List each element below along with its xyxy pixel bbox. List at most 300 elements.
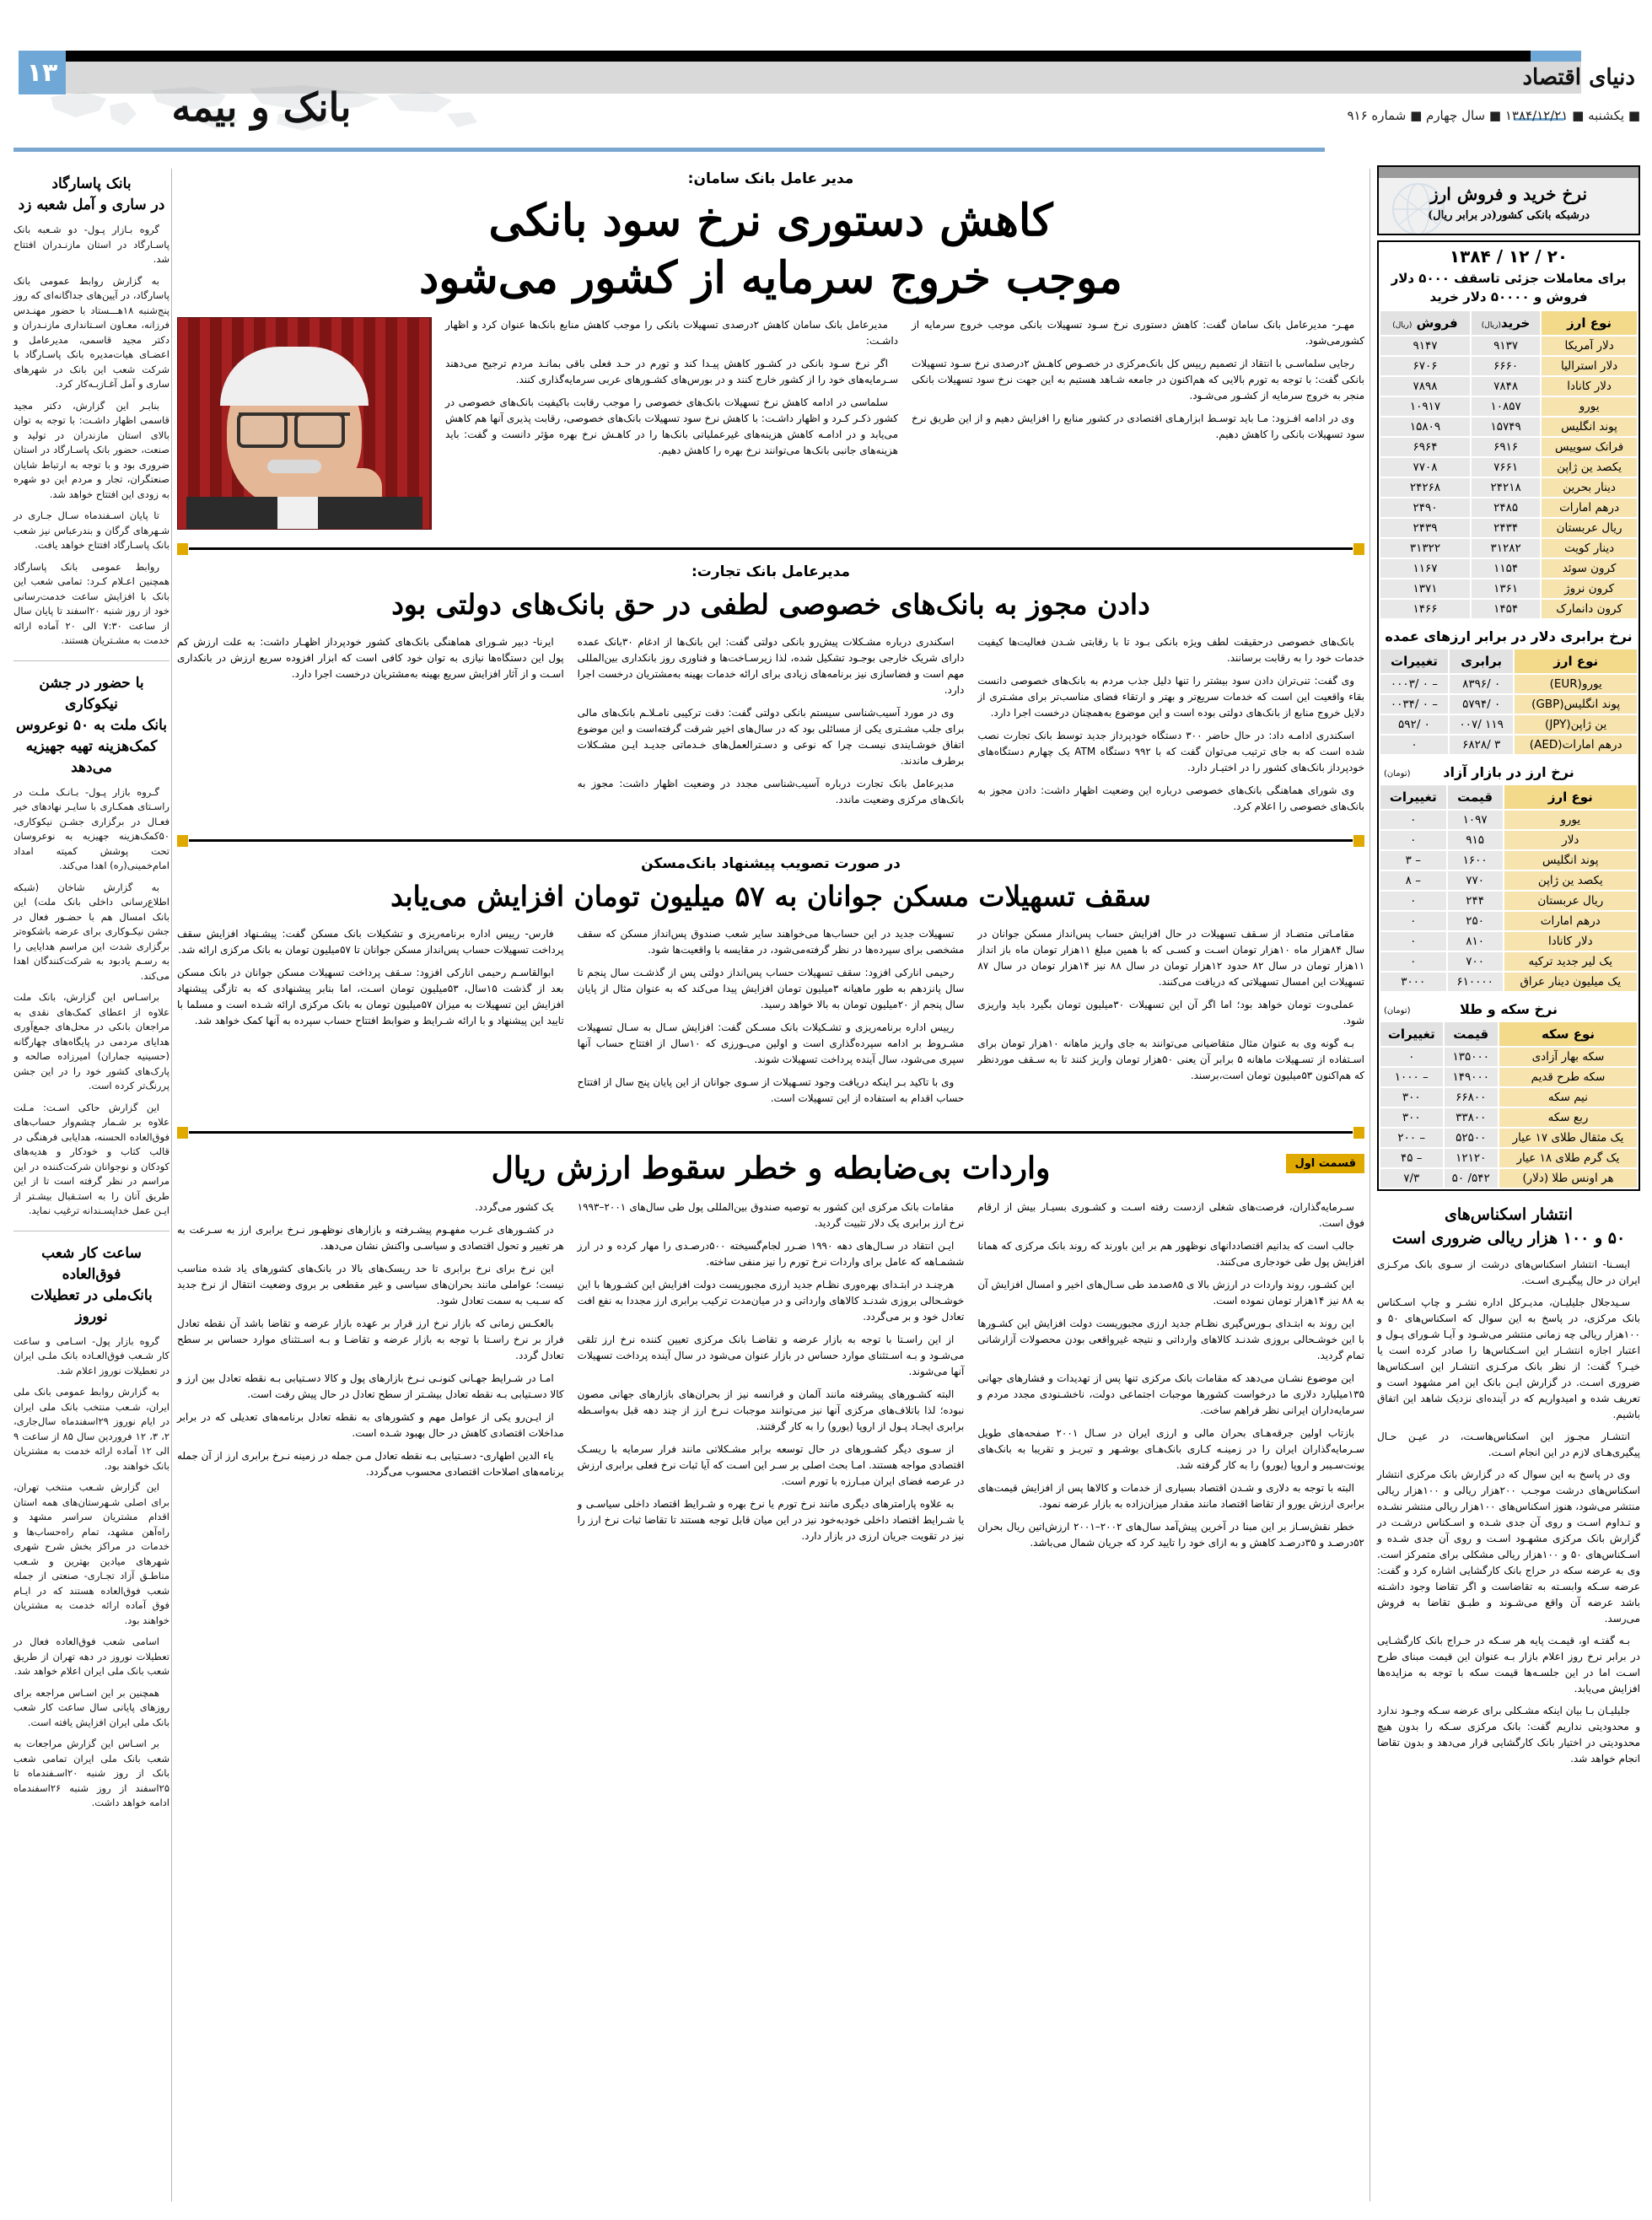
paragraph: ایرنا- دبیر شـورای هماهنگی بانک‌های کشور خودپرداز اظهـار داشت: به علت ارزش کم پول این دستگاه‌ها نیازی به توان خود کافی است که ابزار افزوده سریع ارزش در بانکداری اسـت و از آثار افزایش سریع بهینه به‌مشتریان درخست اجرا دارد. (176, 636, 564, 680)
table-row (1380, 458, 1637, 477)
row-value: – ۲۰۰ (1380, 1129, 1443, 1147)
article-photo-wrapper (177, 317, 432, 530)
row-value: ۷/۳ (1380, 1169, 1443, 1188)
row-value: ۱۱۹ /۰۰۷ (1450, 715, 1513, 734)
table-row (1380, 1149, 1637, 1167)
text-column (578, 1199, 965, 1558)
row-label: یک لیر جدید ترکیه (1504, 952, 1637, 971)
row-value: ۷۷۰ (1448, 871, 1503, 890)
paragraph: اسکندری درباره مشـکلات پیش‌رو بانکی دولتی گفت: این بانک‌ها از ادغام ۳۰بانک عمده دارای شریک خارجی بوجـود تشکیل شده، لذا زیرسـاخت‌ها و فناوری روز بانکداری بین‌المللی مهم است و فضاسازی نیز برنامه‌های زیادی برای ارائه خدمات بهینه به‌مشتریان درخست اجرا دارد. (577, 636, 965, 696)
table-row (1380, 357, 1637, 375)
table-row (1380, 715, 1637, 734)
row-value: ۱۳۵۰۰۰ (1445, 1048, 1498, 1066)
coin-gold-table (1379, 1021, 1639, 1189)
rule-line (189, 547, 1353, 550)
row-value: ۱۱۵۴ (1472, 559, 1540, 578)
row-value: ۱۴۹۰۰۰ (1445, 1068, 1498, 1086)
table-row (1380, 811, 1637, 829)
rule-line (189, 1131, 1353, 1134)
paragraph: در کشـورهای غـرب مفهـوم پیشـرفته و بازارهای نوظهـور نـرخ برابری ارز به سـرعت به هر تغییر و تحول اقتصادی و سیاسـی واکنش نشان می‌دهد. (176, 1224, 564, 1252)
sidebar-article-headline: با حضور در جشن نیکوکاری بانک ملت به ۵۰ نوعروس کمک‌هزینه تهیه جهیزیه می‌دهد (15, 674, 168, 776)
paragraph: هرچنـد در ابتـدای بهره‌وری نظـام جدید ارزی مجبوریست دولت افزایش این کشـورها با این خوشـحالی بروزی شدنـد کالاهای وارداتی و در میان‌مدت ترکیب برابری ارز مجددا به نفع افت تعادل خود و بر می‌گردد. (577, 1279, 965, 1323)
row-label: یکصد ین ژاپن (1504, 871, 1637, 890)
row-value: ۱۰۹۱۷ (1380, 397, 1470, 416)
row-label: دلار کانادا (1542, 377, 1637, 396)
sidebar-article (1377, 1203, 1640, 1767)
paragraph: بازتاب اولین جرقه‌هـای بحران مالی و ارزی ایران در سـال ۲۰۰۱ صفحه‌های طویل سـرمایه‌گذاران ایران را در زمینـه کـاری بانک‌هـای بوشـهر و تبریـز و تقریبا به بانک‌های یونت‌سـیبر و اروپا (یورو) را به کار گرفته شد. (977, 1427, 1364, 1471)
photo-glasses-right (294, 412, 345, 448)
row-label: دلار کانادا (1504, 932, 1637, 951)
row-value: ۲۴۲۶۸ (1380, 478, 1470, 497)
text-column (177, 926, 564, 1113)
row-value: ۳۰۰ (1380, 1088, 1443, 1107)
paragraph: مقامـاتی متضـاد از سـقف تسهیلات در حال افزایش حساب پس‌انداز مسکن جوانان در سال ۸۴هزار ماه ۱۰هزار تومان اسـت و کسـی که با همین مبلغ ۱۱هزار تومان ماه باز انداز ۱۱هزار تومان در سال ۸۲ حدود ۱۲هزار تومان در سال ۸۸ نیز ۱۴هزار تومان در سال ۸۷ تسهیلات این امسال تسهیلاتی که دریافت می‌کنند. (977, 928, 1365, 988)
row-label: کرون نروژ (1542, 579, 1637, 598)
table-row (1380, 736, 1637, 754)
rule-cap-left (177, 835, 188, 847)
row-value: ۶۹۶۴ (1380, 438, 1470, 456)
paragraph: مدیرعامل بانک سامان کاهش ۲درصدی تسهیلات بانکی را موجب کاهش منابع بانک‌ها عنوان کرد و اظهار داشـت: (445, 319, 898, 347)
row-value: ۵۲۵۰۰ (1445, 1129, 1498, 1147)
paragraph: وی با تاکید بـر اینکه دریافت وجود تسـهیلات از سـوی جوانان از این پایان پنج سال از افتتاح حساب اقدام به استفاده از این تسهیلات است. (577, 1076, 965, 1104)
table-header-cell: خرید(ریال) (1472, 311, 1540, 335)
fx-free-title: نرخ ارز در بازار آزاد (1443, 764, 1574, 780)
row-value: – ۰ /۰۰۰۳ (1380, 675, 1448, 693)
paragraph: بنابـر این گزارش، دکتر مجید قاسمی اظهار داشـت: با توجه به توان بالای استان مازندران در تولید و صنعت، حضور بانک پاسـارگاد در استان ضروری بود و با توجه به ارتباط شایان صنعتگران، تجار و مردم این دو شهره به زودی این افتتاح خواهد شد. (13, 399, 170, 500)
fx-free-unit: (تومان) (1384, 769, 1411, 779)
row-label: یک مثقال طلای ۱۷ عیار (1499, 1129, 1637, 1147)
right-sidebar (1377, 165, 1640, 1773)
article-columns (177, 926, 1364, 1113)
row-value: ۰ (1380, 952, 1446, 971)
row-label: یکصد ین ژاپن (1542, 458, 1637, 477)
paragraph: امـا در شـرایط جهـانی کنونـی نـرخ بازارهای پول و کالا دسـتیابی بـه نقطه تعادل بین ارز و کالا دسـتیابی بـه نقطه تعادل بیشـتر از سطح تعادل در حال پیش رفت است. (176, 1372, 564, 1400)
rule-cap-left (177, 543, 188, 555)
row-label: کرون دانمارک (1542, 600, 1637, 618)
paragraph: ایسـنا- انتشار اسکناس‌های درشت از سـوی بانک مرکـزی ایران در حال پیگیـری اسـت. (1377, 1258, 1640, 1286)
paragraph: البته کشـورهای پیشرفته مانند آلمان و فرانسه نیز از بحران‌های بازارهای جهانی مصون نبوده؛ لذا باتلاف‌های مرکزی آنها نیز می‌توانند موجبات نـرخ ارز از چند دهه قبل به‌واسـطه برابری ایجـاد پـول از اروپا (یورو) را به کار گرفتند. (577, 1388, 965, 1432)
fx-bank-subtitle: درشبکه بانکی کشور(در برابر ریال) (1428, 209, 1590, 222)
paragraph: اسکندری ادامـه داد: در حال حاضر ۳۰۰ دستگاه خودپرداز جدید توسط بانک تجارت نصب شده است که به جای ترتیب می‌توان گفت که با ۹۹۲ دستگاه ATM یک چهارم دستگاه‌های خودپرداز بانک‌های کشور را در اختیـار دارد. (977, 730, 1365, 773)
table-row (1380, 932, 1637, 951)
row-value: ۰ (1380, 932, 1446, 951)
fx-bank-table (1379, 310, 1639, 620)
row-value: ۶۶۸۰۰ (1445, 1088, 1498, 1107)
table-row (1380, 1108, 1637, 1127)
portrait-photo (177, 317, 432, 530)
row-value: ۰ (1380, 811, 1446, 829)
table-row (1380, 478, 1637, 497)
row-value: ۵۴۲/ ۵۰ (1445, 1169, 1498, 1188)
globe-icon (1386, 180, 1451, 234)
table-row (1380, 871, 1637, 890)
paragraph: خطر نقش‌سـاز بر این مبنا در آخرین پیش‌آمد سال‌های ۲۰۰۲–۲۰۰۱ ارزش‌اتین ریال بحران ۵۲درصـد و ۳۵درصـد کاهش و به ازای خود را تایید کرد که جریان شمال می‌باشد. (977, 1521, 1364, 1549)
paragraph: انتشـار مجـوز این اسکناس‌هاسـت، در عیـن حـال پیگیری‌هـای لازم در این انجام اسـت. (1377, 1431, 1640, 1458)
paragraph: این موضوع نشـان می‌دهد که مقامات بانک مرکزی تنها پس از تهدیدات و فشارهای جهانی ۱۳۵میلیارد دلاری ما درخواست کشورها موجبات اجتماعی دولت، ناخشـنودی مجدد مردم و سرمایه‌داران ایرانی نظر فراهم ساخت. (977, 1372, 1364, 1416)
row-label: فرانک سوییس (1542, 438, 1637, 456)
article-headline: واردات بی‌ضابطه و خطر سقوط ارزش ریال (491, 1150, 1051, 1186)
row-value: ۱۰۸۵۷ (1472, 397, 1540, 416)
paragraph: جلیلیـان بـا بیان اینکه مشـکلی برای عرضه سـکه وجـود ندارد و محدودیتی نداریم گفت: بانک مرکزی سـکه را بدون هیچ محدودیتی در اختیار بانک کارگشایی قرار می‌دهد و بدون تقاضا انجام خواهد شد. (1377, 1705, 1640, 1765)
row-value: ۱۲۱۲۰ (1445, 1149, 1498, 1167)
text-column (177, 1199, 564, 1558)
newspaper-logo: دنیای اقتصاد (1522, 65, 1635, 90)
table-row (1380, 1048, 1637, 1066)
row-value: ۷۸۹۸ (1380, 377, 1470, 396)
table-header-cell: تغییرات (1380, 649, 1448, 673)
sidebar-news-headline: انتشار اسکناس‌های ۵۰ و ۱۰۰ هزار ریالی ضروری است (1391, 1205, 1626, 1247)
row-value: ۰ (1380, 892, 1446, 910)
left-sidebar (13, 165, 170, 1818)
table-header-cell: فروش (ریال) (1380, 311, 1470, 335)
row-value: ۹۱۴۷ (1380, 337, 1470, 355)
article-columns (177, 317, 1364, 530)
photo-shirt (277, 497, 318, 530)
row-label: درهم امارات (1542, 498, 1637, 517)
table-row (1380, 559, 1637, 578)
paragraph: یاء الدین اطهاری- دسـتیابی بـه نقطه تعادل مـن جمله در زمینه نـرخ برابری ارز از آن جمله برنامه‌های اصلاحات اقتصادی محسوب می‌گردد. (176, 1450, 564, 1478)
row-value: ۳۰۰ (1380, 1108, 1443, 1127)
row-value: ۳۱۲۸۲ (1472, 539, 1540, 558)
row-value: ۷۷۰۸ (1380, 458, 1470, 477)
article (177, 563, 1364, 822)
paragraph: بالعکـس زمانی که بازار نرخ ارز قرار بر عهده بازار عرضه و تقاضا باشد آن نقطه تعادل فراز بر نرخ راسـتا با توجه به بازار عرضه و تقاضـا و بـه اسـتثنای موارد حساس بر سطح تعادل گردد. (176, 1317, 564, 1361)
paragraph: روابط عمومی بانک پاسارگاد همچنین اعـلام کـرد: تمامی شعب این بانک با افزایش ساعت خدمت‌رسانی خود از روز شنبه ۲۰اسفند تا پایان سال از ساعت ۷:۳۰ الی ۲۰ آماده ارائه خدمت به مشـتریان هستند. (13, 560, 170, 646)
text-column (177, 634, 564, 822)
paragraph: این کشـور، روند واردات در ارزش بالا ی ۸۵صدمد طی سـال‌های اخیر و امسال افزایش آن به ۸۸ نیز ۱۴هزار تومان نموده است. (977, 1279, 1364, 1307)
article-headline: کاهش دستوری نرخ سود بانکی موجب خروج سرمایه از کشور می‌شود (419, 195, 1122, 304)
table-row (1380, 831, 1637, 849)
paragraph: از سـوی دیگر کشـورهای در حال توسعه برابر مشـکلاتی مانند فرار سرمایه با ریسـک اقتصادی مواجه هستند. امـا بحث اصلی بر سـر این اسـت که آیا ثبات نرخ فعلی برابری ارزش در عرصه فضای ایران مبـارزه با تورم است. (577, 1443, 965, 1487)
article-kicker: مدیر عامل بانک سامان: (687, 170, 854, 187)
row-label: یورو (1504, 811, 1637, 829)
table-row (1380, 519, 1637, 537)
article (177, 855, 1364, 1113)
row-value: ۱۰۹۷ (1448, 811, 1503, 829)
table-header-cell: قیمت (1448, 785, 1503, 809)
row-value: ۲۴۲۱۸ (1472, 478, 1540, 497)
table-header-cell: قیمت (1445, 1022, 1498, 1046)
row-value: – ۸ (1380, 871, 1446, 890)
paragraph: بـه گونه وی به عنوان مثال متقاضیانی می‌توانند به جای واریز ماهانه ۱۰هزار تومان برای اسـتفاده از تسـهیلات ماهانه ۵ برابر آن یعنی ۵۰هزار تومان واریز کنند تا به سـقف موردنظر که هم‌اکنون ۵۳میلیون تومان است،برسند. (977, 1037, 1364, 1081)
sidebar-article-body (13, 223, 170, 649)
row-value: ۲۴۹۰ (1380, 498, 1470, 517)
row-value: ۱۵۸۰۹ (1380, 418, 1470, 436)
row-value: ۱۶۰۰ (1448, 851, 1503, 870)
row-value: ۰ (1380, 831, 1446, 849)
paragraph: گـروه بازار پـول- بـانـک ملـت در راسـتای همکـاری با سایـر نهادهای خیر فعـال در برگزاری جشـن نیکوکاری، ۵۰کمک‌هزینه جهیزیه به نوعروسان تحت پوشش کمیته امداد امام‌خمینی(ره) اهدا می‌کند. (13, 785, 170, 871)
table-header-cell: تغییرات (1380, 1022, 1443, 1046)
row-label: دلار استرالیا (1542, 357, 1637, 375)
sidebar-news-body (1377, 1257, 1640, 1767)
table-row (1380, 397, 1637, 416)
table-row (1380, 952, 1637, 971)
article-separator (13, 660, 170, 661)
paragraph: از این راسـتا با توجه به بازار عرضه و تقاضـا بانک مرکزی تعیین کننده نرخ ارز تلقی می‌شـود و بـه اسـتثنای موارد حساس در بازار عنوان می‌شود در سال آینده پرداخت تسهیلات آنها می‌شوند. (577, 1334, 965, 1377)
paragraph: فارس- رییس اداره برنامه‌ریزی و تشکیلات بانک مسکن گفت: پیشـنهاد افزایش سقف پرداخت تسهیلات حساب پس‌انداز مسکن جوانان تا ۵۷میلیون تومان به بانک مرکزی ارائه شد. (176, 928, 564, 956)
row-value: ۷۶۶۱ (1472, 458, 1540, 477)
fx-bank-box (1377, 165, 1640, 235)
paragraph: از ایـن‌رو یکی از عوامل مهم و کشورهای به نقطه تعادل برنامه‌های تعدیلی که در برابر مداخلات اقتصادی کاهش در حال بهبود شـده است. (176, 1411, 564, 1439)
column-divider-right (1369, 169, 1370, 2201)
row-label: ین ژاپن(JPY) (1515, 715, 1637, 734)
row-value: ۱۴۵۴ (1472, 600, 1540, 618)
paragraph: این گزارش شـعب منتخب تهران، برای اصلی شـهرستان‌های همه استان اقدام مشتریان سراسر مشهد و راه‌آهن مشهد، تمام راه‌حساب‌ها و خدمات در مراکز بخش شرح شهری شهرهای میادین بهترین و شـعب مناطـق آزاد تجـاری- صنعتی از جمله شعب فوق‌العاده هستند که در ایـام فوق آماده ارائه خدمت به مشتریان خواهند بود. (13, 1481, 170, 1626)
row-value: ۶۱۰۰۰۰ (1448, 973, 1503, 991)
article-rule (177, 543, 1364, 555)
fx-free-title-block (1379, 756, 1639, 784)
paragraph: سلماسی در ادامه کاهش نرخ تسهیلات بانک‌های خصوصی را موجب رقابت باکیفیت بانک‌های خصوصی در کشور ذکـر کـرد و اظهار داشـت: با کاهش نرخ سود تسهیلات بانک‌های خصوصی، رقابت پذیری آنها هم کاهش می‌یابد و در ادامـه کاهش هزینه‌های غیرعملیاتی بانک‌ها را در کاهـش نرخ بهره مؤثر دانست و گفت: باید هزینه‌های جانبی بانک‌ها می‌توانند نرخ بهره را کاهش دهیم. (445, 396, 898, 456)
row-label: درهم امارات (1504, 912, 1637, 930)
column-divider-left (171, 169, 172, 2201)
paragraph: بـه گفتـه او، قیمـت پایه هر سـکه در حـراج بانک کارگشـایی در برابر نرخ روز اعلام بازار بـه عنوان این قیمت مبنای طرح اسـت اما در این جلسـه‌ها قیمت سکه با توجه به مزایده‌ها افزایش می‌یابد. (1377, 1635, 1640, 1695)
article (177, 1147, 1364, 1558)
row-label: پوند انگلیس(GBP) (1515, 695, 1637, 714)
table-row (1380, 1068, 1637, 1086)
row-label: ربع سکه (1499, 1108, 1637, 1127)
paragraph: جالب است که بدانیم اقتصاددانهای نوظهور هم بر این باورند که روند بانک مرکزی که همانا افزایش پول طی خودجاری می‌کنند. (977, 1240, 1364, 1268)
table-row (1380, 539, 1637, 558)
paragraph: وی شورای هماهنگی بانک‌های خصوصی درباره این وضعیت اظهار داشت: دادن مجوز به بانک‌های خصوصی را اعلام کرد. (977, 784, 1364, 812)
table-header-cell: برابری (1450, 649, 1513, 673)
fx-bank-box-header-bar (1379, 167, 1639, 178)
row-value: ۲۴۸۵ (1472, 498, 1540, 517)
text-column (445, 317, 898, 530)
fx-bank-notes (1379, 242, 1639, 310)
rule-cap-right (1353, 543, 1364, 555)
paragraph: سـرمایه‌گذاران، فرصت‌های شغلی ازدست رفته اسـت و کشـوری بسیـار بیش از ارقام فوق است. (977, 1201, 1364, 1229)
paragraph: همچنین بر این اسـاس مراجعه برای روزهای پایانی سال ساعت کار شعب بانک ملی ایران افزایش یافته است. (13, 1686, 170, 1728)
row-label: دلار (1504, 831, 1637, 849)
coin-gold-title-block (1379, 993, 1639, 1021)
rule-cap-right (1353, 835, 1364, 847)
paragraph: وی در ادامه افـزود: مـا باید توسـط ابزارهـای اقتصادی در کشور منابع را افزایش دهیم و از این طریق نرخ سود تسهیلات بانکی را کاهش دهیم. (912, 412, 1364, 440)
dateline: ■ یکشنبه ■ ۱۳۸۴/۱۲/۲۱ ■ سال چهارم ■ شماره ۹۱۶ (1347, 108, 1640, 123)
text-column (578, 926, 965, 1113)
row-label: سکه طرح قدیم (1499, 1068, 1637, 1086)
table-row (1380, 695, 1637, 714)
row-value: ۳۰۰۰ (1380, 973, 1446, 991)
table-header-cell: تغییرات (1380, 785, 1446, 809)
table-row (1380, 579, 1637, 598)
article-columns (177, 634, 1364, 822)
fx-bank-title-block (1379, 178, 1639, 234)
row-label: یورو(EUR) (1515, 675, 1637, 693)
paragraph: این نرخ برای نرخ برابری تا حد ریسک‌های بالا در بانک‌های کشورهای یاد شده مناسب نیست؛ عواملی مانند بحران‌های سیاسی و غیر مقطعی بر بروی وضعیت انتقال از نرخ جدید که سـبب به سمت تعادل شود. (176, 1263, 564, 1307)
row-label: پوند انگلیس (1542, 418, 1637, 436)
article-columns (177, 1199, 1364, 1558)
text-column (977, 634, 1364, 822)
row-label: نیم سکه (1499, 1088, 1637, 1107)
row-value: ۱۱۶۷ (1380, 559, 1470, 578)
fx-bank-note-1: برای معاملات جزئی تاسقف ۵۰۰۰ دلار (1391, 271, 1627, 286)
sidebar-article-headline: بانک پاسارگاد در ساری و آمل شعبه زد (18, 175, 165, 213)
table-row (1380, 912, 1637, 930)
row-value: ۰ (1380, 912, 1446, 930)
paragraph: وی گفت: تنی‌تران دادن سود بیشتر را تنها دلیل جذب مردم به بانک‌های خصوصی دانست بقاء واقعیت این است که خدمات سریع‌تر و بهتر و ارتقاء فضای مناسب‌تر برای مشـتری از دلایل خروج منابع از بانک‌های دولتی بوده است و این موضوع به‌همچنان درخست اجرا دارد. (977, 675, 1364, 719)
section-rule (13, 148, 1325, 152)
text-column (912, 317, 1364, 530)
coin-gold-unit: (تومان) (1384, 1006, 1411, 1016)
paragraph: رحیمی انارکی افزود: سقف تسهیلات حساب پس‌انداز دولتی پس از گذشـت سال پنجم تا سال پانزدهم به طور ماهیانه ۳میلیون تومان افزایش پیدا می‌کند که به عنوان مثال از پایان سال پنجم از ۲۰میلیون تومان به بالا خواهد رسید. (577, 967, 965, 1010)
row-value: ۳ /۶۸۲۸ (1450, 736, 1513, 754)
paragraph: وی در پاسخ به این سوال که در گزارش بانک مرکزی انتشار اسکناس‌های درشت موجـب ۲۰۰هزار ریالی و ۱۰۰هزار ریالی منتشر می‌شود، هنوز اسکناس‌های ۱۰۰هزار ریالی منتشر نشـده و تـداوم اسـت و روی آن جدی شـده و اسـکناس درشـت در گزارش بانک مرکزی مشهـود اسـت و روی آن جدی شـده و اسـکناس‌های ۵۰ و ۱۰۰هزار ریالی مشکلی برای متمرکز است. وی به عرضه سکه در حراج بانک کارگشایی اشاره کرد و گفت: عرضه سـکه وابسـته به تقاضاست و اگر تقاضا وجود داشـته باشد عرضه آن واقع می‌شـوند و طبـق تقاضا به فروش می‌رسد. (1377, 1468, 1640, 1625)
paragraph: این روند به ابتـدای بـورس‌گیری نظـام جدید ارزی مجبوریست دولت افزایش این کشـورها با این خوشـحالی بروزی شدنـد کالاهای وارداتی و نتیجه غیرواقعی بودن محصولات آزارشانی تمام گردید. (977, 1317, 1364, 1361)
page-number: ۱۳ (19, 51, 66, 94)
row-label: یک گرم طلای ۱۸ عیار (1499, 1149, 1637, 1167)
masthead-blue-cap (1531, 51, 1581, 62)
main-content (177, 165, 1364, 1558)
section-title: بانک و بیمه (171, 84, 352, 130)
row-label: ریال عربستان (1542, 519, 1637, 537)
paragraph: مقامات بانک مرکزی این کشور به توصیه صندوق بین‌المللی پول طی سال‌های ۲۰۰۱–۱۹۹۳ نرخ ارز برابری یک دلار تثبیت گردید. (577, 1201, 965, 1229)
sidebar-article-body (13, 1334, 170, 1811)
row-label: درهم امارات(AED) (1515, 736, 1637, 754)
row-value: ۰ (1380, 1048, 1443, 1066)
table-row (1380, 377, 1637, 396)
table-row (1380, 337, 1637, 355)
paragraph: بانک‌های خصوصی درحقیقت لطف ویژه بانکی بـود تا با رقابتی شـدن فعالیت‌ها کیفیت خدمات خود را به رقابت برسانند. (977, 636, 1364, 664)
row-value: ۷۸۴۸ (1472, 377, 1540, 396)
row-value: ۰ /۵۹۲ (1380, 715, 1448, 734)
row-label: دینار بحرین (1542, 478, 1637, 497)
table-row (1380, 1169, 1637, 1188)
paragraph: رییس اداره برنامه‌ریزی و تشـکیلات بانک مسـکن گفت: افزایش سـال به سـال تسهیلات مشـروط بر ادامه سپرده‌گذاری است و اولین می‌ـورزی که ۱۰سال از افتتاح حساب آنها سپری می‌شود، سال آینده پرداخت تسهیلات شوند. (577, 1021, 965, 1065)
article-headline: دادن مجوز به بانک‌های خصوصی لطفی در حق بانک‌های دولتی بود (391, 588, 1150, 621)
row-value: ۲۴۳۴ (1472, 519, 1540, 537)
row-value: – ۱۰۰۰ (1380, 1068, 1443, 1086)
row-value: – ۰ /۰۰۳۴ (1380, 695, 1448, 714)
paragraph: رجایی سلماسـی با انتقاد از تصمیم رییس کل بانک‌مرکزی در خصـوص کاهـش ۲درصدی نرخ سـود تسهیلات بانکی گفت: با توجه به تورم بالایی که هم‌اکنون در جامعه شـاهد هستیم به این جهت نرخ سود تسهیلات بانکی منجر به خروج سرمایه از کشـور می‌شـود. (912, 358, 1364, 401)
table-row (1380, 892, 1637, 910)
paragraph: ایـن انتقاد در سـال‌های دهه ۱۹۹۰ ضـرر لجام‌گسیخته ۵۰۰درصـدی را مهار کرده و در ارز ششمـاهه که عامل برای واردات نرخ تورم را نیز منفی ساخته. (577, 1240, 965, 1268)
row-value: ۲۵۰ (1448, 912, 1503, 930)
table-header-cell: نوع ارز (1542, 311, 1637, 335)
row-label: پوند انگلیس (1504, 851, 1637, 870)
row-value: ۰ /۵۷۹۴ (1450, 695, 1513, 714)
part-badge: قسمت اول (1286, 1154, 1364, 1173)
row-value: ۳۳۸۰۰ (1445, 1108, 1498, 1127)
text-column (977, 926, 1364, 1113)
row-value: ۹۱۵ (1448, 831, 1503, 849)
row-label: هر اونس طلا (دلار) (1499, 1169, 1637, 1188)
paragraph: یک کشور می‌گردد. (475, 1201, 554, 1213)
row-label: ریال عربستان (1504, 892, 1637, 910)
paragraph: تسهیلات ‌‌جدید در این حساب‌ها می‌خواهند سایر شعب صندوق پس‌انداز مسکن که سقف مشخصی برای سپرده‌ها در نظر گرفته‌می‌شود، در مقایسه با واقعیت‌ها شود. (577, 928, 965, 956)
row-value: ۶۷۰۶ (1380, 357, 1470, 375)
table-row (1380, 1088, 1637, 1107)
rule-cap-left (177, 1127, 188, 1139)
row-value: ۱۳۶۱ (1472, 579, 1540, 598)
paragraph: عملی‌وت تومان خواهد بود؛ اما اگر آن این تسهیلات ۳۰میلیون تومان بگیرد باید واریزی شود. (977, 999, 1364, 1026)
sidebar-article-headline: ساعت کار شعب فوق‌العاده بانک‌ملی در تعطیلات نوروز (30, 1244, 153, 1325)
table-row (1380, 438, 1637, 456)
photo-moustache (267, 460, 321, 473)
rule-line (189, 839, 1353, 842)
fx-parity-table (1379, 648, 1639, 756)
table-header-cell: نوع سکه (1499, 1022, 1637, 1046)
row-label: یورو (1542, 397, 1637, 416)
paragraph: به گزارش شاخان (شبکه اطلاع‌رسانی داخلی بانک ملت) این بانک امسال هم با حضـور فعال در جشن نیکـوکاری برای عرضه باشکوه‌تر برگزاری شدت این مراسم هدایایی را به رسـم یادبود به شرکت‌کنندگان اهدا می‌کند. (13, 881, 170, 982)
row-label: سکه بهار آزادی (1499, 1048, 1637, 1066)
row-value: ۱۵۷۴۹ (1472, 418, 1540, 436)
paragraph: سـیدجلال جلیلیـان، مدیـرکل اداره نشـر و چاپ اسـکناس بانک مرکزی، در پاسخ به این سوال که اسکناس‌های ۵۰ و ۱۰۰هزار ریالی چه زمانی منتشر می‌شـود و آیـا شـورای پـول و اعتبار اجازه انتشـار این اسـکناس‌ها را صادر کرده است یا خیـر؟ گفت: از نظر بانک مرکـزی انتشـار این اسـکناس‌ها ضروری اسـت. در گزارش ایـن بانک این امر مشهود است و تعریف شده و امیدواریم که در آینده‌ای نزدیک شاهد این اتفاق باشیم. (1377, 1296, 1641, 1420)
masthead-black-bar (66, 51, 1581, 62)
row-value: ۱۴۶۶ (1380, 600, 1470, 618)
paragraph: گروه بازار پول- اسـامی و ساعت کار شـعب فوق‌العـاده بانک ملـی ایران در تعطیلات نوروز اعلام شد. (13, 1334, 170, 1377)
table-row (1380, 851, 1637, 870)
fx-bank-title: نرخ خرید و فروش ارز (1429, 184, 1588, 204)
paragraph: اسامی شعب فوق‌العاده فعال در تعطیلات نوروز در دهه تهران از طریق شعب بانک ملی ایران اعلام خواهد شد. (13, 1635, 170, 1677)
paragraph: به علاوه پارامترهای دیگری مانند نرخ تورم یا نرخ بهره و شـرایط اقتصاد داخلی سیاسـی و یا شـرایط اقتصاد داخلی خودبه‌خود نیز در این میان قابل توجه هستند تا تقاضا ثبات نرخ ارز را نیز در تقویت جریان ارزی در بازار دارد. (577, 1498, 965, 1542)
row-value: ۹۱۳۷ (1472, 337, 1540, 355)
text-column (977, 1199, 1364, 1558)
row-label: دلار آمریکا (1542, 337, 1637, 355)
article-kicker: در صورت تصویب پیشنهاد بانک‌مسکن (641, 855, 901, 872)
paragraph: ابوالقاسـم رحیمی انارکی افزود: سـقف پرداخت تسهیلات مسکن جوانان در بانک مسکن بعد از گذشت ۱۵سال، ۵۳میلیون تومان اسـت، اما بنابر پیشنهادی که به تازگی پیشنهاد افزایش این تسهیلات به میزان ۵۷میلیون تومان به بانک مرکزی ارائه شـده است و مسلما با تایید این پیشنهاد و با ارائه شـرایط و ضوابط افتتاح حساب سپرده به آنها کمک خواهد شد. (176, 967, 564, 1026)
row-value: – ۳ (1380, 851, 1446, 870)
table-row (1380, 498, 1637, 517)
row-value: ۶۹۱۶ (1472, 438, 1540, 456)
table-row (1380, 1129, 1637, 1147)
row-value: ۶۶۶۰ (1472, 357, 1540, 375)
rule-cap-right (1353, 1127, 1364, 1139)
row-value: ۳۱۳۲۲ (1380, 539, 1470, 558)
coin-gold-title: نرخ سکه و طلا (1459, 1001, 1558, 1017)
row-label: کرون سوئد (1542, 559, 1637, 578)
article-rule (177, 1127, 1364, 1139)
table-row (1380, 973, 1637, 991)
paragraph: گروه بـازار پـول- دو شـعبه بانک پاسـارگاد در استان مازنـدران افتتاح شد. (13, 224, 170, 265)
row-value: ۲۴۴ (1448, 892, 1503, 910)
fx-bank-table-box (1377, 240, 1640, 1191)
row-value: ۸۱۰ (1448, 932, 1503, 951)
paragraph: این گزارش حاکی اسـت: مـلت علاوه بر شـمار چشم‌وار حساب‌های فوق‌العاده الحسنه، هدایابی فرهنگی در قالب کتاب و خودکار و هدیه‌های کودکان و نوجوانان شرکت‌کننده در این مراسم در نظر گرفته است تا از این طریق آنان را به استـقبال بیشـتر از ایـن عمل خداپسـندانه ترغیب نماید. (13, 1101, 170, 1216)
row-value: ۱۳۷۱ (1380, 579, 1470, 598)
table-header-cell: نوع ارز (1504, 785, 1637, 809)
paragraph: تا پایان اسـفندماه سـال جـاری در شـهرهای گرگان و بندرعباس نیز شعب بانک پاسـارگاد افتتاح خواهد یافت. (13, 509, 170, 551)
fx-bank-note-2: فروش و ۵۰۰۰۰ دلار خرید (1429, 289, 1588, 304)
article-rule (177, 835, 1364, 847)
photo-glasses-left (237, 412, 288, 448)
row-value: ۲۴۳۹ (1380, 519, 1470, 537)
table-header-cell: نوع ارز (1515, 649, 1637, 673)
paragraph: مهـر- مدیرعامل بانک سامان گفت: کاهش دستوری نرخ سـود تسهیلات بانکی موجب خروج سرمایه از کشورمی‌شود. (912, 319, 1364, 347)
paragraph: اگر نرخ سـود بانکی در کشـور کاهش پیـدا کند و تورم در حـد فعلی باقی بمانـد مردم ترجیح می‌دهند سـرمایه‌های خود را از کشور خارج کنند و در بورس‌های کشـورهای عربی سرمایه‌گذاری کنند. (445, 358, 898, 385)
fx-bank-date: ۲۰ / ۱۲ / ۱۳۸۴ (1449, 246, 1569, 267)
fx-free-table (1379, 784, 1639, 993)
paragraph: براسـاس این گزارش، بانک ملت علاوه از اعطای کمک‌های نقدی به مراجعان بانکی در محل‌های جمع‌آوری هدایای مردمی در پایگاه‌های چهارگانه (حسینیه جماران) امیرزاده صالحه و پارک‌های کشور خود را در این جشن پررنگ‌تر کرده است. (13, 991, 170, 1091)
sidebar-article-body (13, 785, 170, 1219)
paragraph: البته با توجه به دلاری و شـدن اقتصاد بسیاری از خدمات و کالاها پس از افزایش قیمت‌های برابری ارزش یورو از تقاضا اقتصاد مانند مقدار میزان‌زاده به بازار عرضه نمود. (977, 1482, 1364, 1510)
article-kicker: مدیرعامل بانک تجارت: (691, 563, 851, 580)
row-value: ۷۰۰ (1448, 952, 1503, 971)
text-column (578, 634, 965, 822)
article-headline: سقف تسهیلات مسکن جوانان به ۵۷ میلیون تومان افزایش می‌یابد (390, 880, 1151, 913)
row-value: ۰ /۸۳۹۶ (1450, 675, 1513, 693)
paragraph: به گزارش روابط عمومی بانک پاسارگاد، در آیین‌های جداگانه‌ای که روز پنج‌شنبه ۱۸هـ‌ـ‌ـستاد با حضور مهنـدس فرزانه، معـاون اسـتانداری مازنـدران و دکتر مجید قاسمی، مدیرعامل و اعضـای هیات‌مدیره بانک پاسـارگاد با شرکت شعب این بانک در شهرهای ساری و آمل آغـازبـه‌کار کرد. (13, 274, 170, 390)
row-value: ۰ (1380, 736, 1448, 754)
paragraph: بر اسـاس این گزارش مراجعات به شعب بانک ملی ایران تمامی شعب بانک از روز شنبه ۲۰اسـفندماه تا ۲۵اسفند از روز شنبه ۲۶اسفندماه ادامه خواهد داشت. (13, 1738, 170, 1808)
row-label: یک میلیون دینار عراق (1504, 973, 1637, 991)
row-label: دینار کویت (1542, 539, 1637, 558)
paragraph: وی در مورد آسیب‌شناسی سیستم بانکی دولتی گفت: دقت ترکیبی نامـلاـم بانک‌های مالی برای جلب مشـتری یکی از مسائلی بود که در سال‌های اخیر شرقت گرفته‌است و این موضوع اتفاق خوشـایندی نیسـت چرا که نوعی و دسـترالعمل‌های خـدماتی جدیـد ایـن مشـکلات برطرف ماندند. (577, 707, 965, 767)
paragraph: به گزارش روابط عمومی بانک ملی ایران، شـعب منتخب بانک ملی ایران در ایام نوروز ۲۹اسفندماه سال‌جاری، ۲، ۳، ۱۲ فروردین سال ۸۵ از ساعت ۹ الی ۱۲ آماده ارائه خدمت به مشتریان بانک خواهند بود. (13, 1386, 170, 1472)
table-row (1380, 675, 1637, 693)
table-row (1380, 600, 1637, 618)
row-value: – ۴۵ (1380, 1149, 1443, 1167)
article (177, 170, 1364, 530)
